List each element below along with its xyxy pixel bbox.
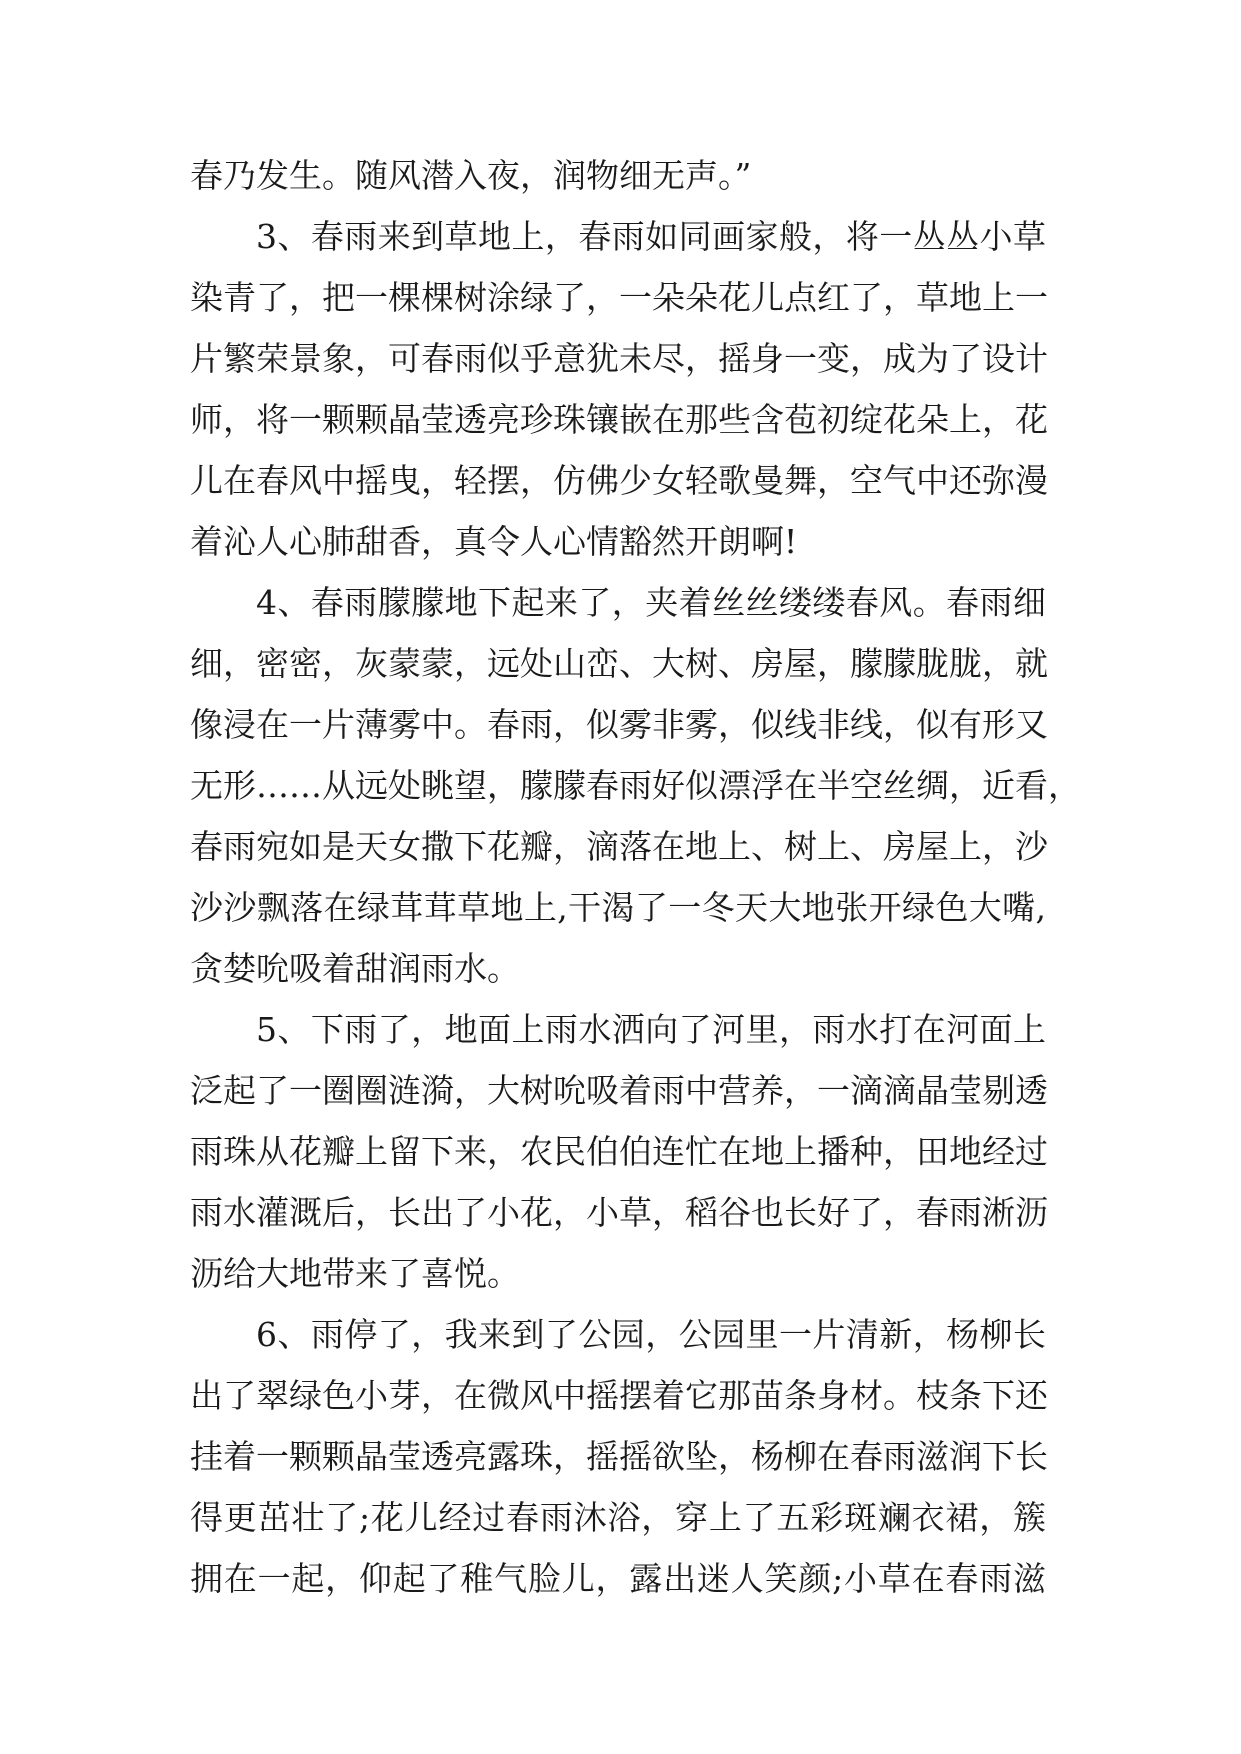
paragraph-5: [190, 1304, 1046, 1609]
document-body: [190, 145, 1081, 1609]
text-line: 拥在一起，仰起了稚气脸儿，露出迷人笑颜;小草在春雨滋: [190, 1559, 1046, 1598]
paragraph-2: [190, 206, 1046, 572]
text-line: 挂着一颗颗晶莹透亮露珠，摇摇欲坠，杨柳在春雨滋润下长: [190, 1437, 1048, 1476]
text-line: 沥给大地带来了喜悦。: [190, 1254, 520, 1293]
paragraph-4: [190, 999, 1046, 1304]
text-line: 6、雨停了，我来到了公园，公园里一片清新，杨柳长: [256, 1315, 1046, 1354]
text-line: 沙沙飘落在绿茸茸草地上,干渴了一冬天大地张开绿色大嘴,: [190, 888, 1046, 927]
text-line: 染青了，把一棵棵树涂绿了，一朵朵花儿点红了，草地上一: [190, 278, 1048, 317]
text-line: 雨珠从花瓣上留下来，农民伯伯连忙在地上播种，田地经过: [190, 1132, 1048, 1171]
text-line: 4、春雨朦朦地下起来了，夹着丝丝缕缕春风。春雨细: [256, 583, 1046, 622]
text-line: 师，将一颗颗晶莹透亮珍珠镶嵌在那些含苞初绽花朵上，花: [190, 400, 1048, 439]
text-line: 5、下雨了，地面上雨水洒向了河里，雨水打在河面上: [256, 1010, 1046, 1049]
text-line: 3、春雨来到草地上，春雨如同画家般，将一丛丛小草: [256, 217, 1046, 256]
paragraph-3: [190, 572, 1081, 999]
text-line: 泛起了一圈圈涟漪，大树吮吸着雨中营养，一滴滴晶莹剔透: [190, 1071, 1048, 1110]
text-line: 儿在春风中摇曳，轻摆，仿佛少女轻歌曼舞，空气中还弥漫: [190, 461, 1048, 500]
text-line: 春雨宛如是天女撒下花瓣，滴落在地上、树上、房屋上，沙: [190, 827, 1048, 866]
text-line: 无形……从远处眺望，朦朦春雨好似漂浮在半空丝绸，近看，: [190, 766, 1081, 805]
paragraph-1: [190, 145, 1046, 206]
text-line: 春乃发生。随风潜入夜，润物细无声。”: [190, 156, 752, 195]
text-line: 片繁荣景象，可春雨似乎意犹未尽，摇身一变，成为了设计: [190, 339, 1048, 378]
text-line: 贪婪吮吸着甜润雨水。: [190, 949, 520, 988]
text-line: 像浸在一片薄雾中。春雨，似雾非雾，似线非线，似有形又: [190, 705, 1048, 744]
text-line: 得更茁壮了;花儿经过春雨沐浴，穿上了五彩斑斓衣裙，簇: [190, 1498, 1046, 1537]
text-line: 雨水灌溉后，长出了小花，小草，稻谷也长好了，春雨淅沥: [190, 1193, 1048, 1232]
text-line: 着沁人心肺甜香，真令人心情豁然开朗啊!: [190, 522, 798, 561]
text-line: 细，密密，灰蒙蒙，远处山峦、大树、房屋，朦朦胧胧，就: [190, 644, 1048, 683]
text-line: 出了翠绿色小芽，在微风中摇摆着它那苗条身材。枝条下还: [190, 1376, 1048, 1415]
